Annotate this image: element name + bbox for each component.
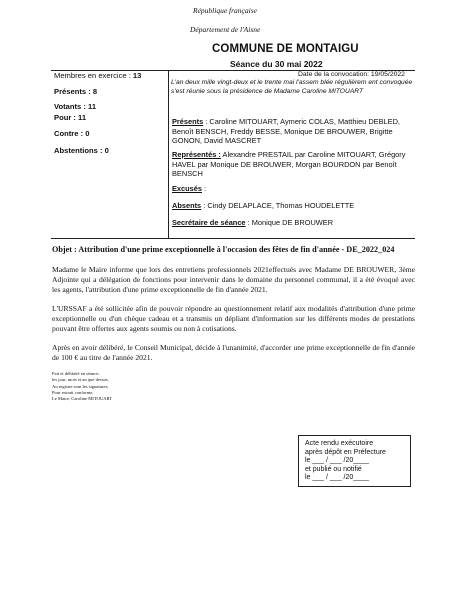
commune-title: COMMUNE DE MONTAIGU xyxy=(212,43,359,55)
pour-value: 11 xyxy=(78,113,87,122)
abstentions-count xyxy=(54,146,109,155)
paragraph-decision: Après en avoir délibéré, le Conseil Municipal, décide à l'unanimité, d'accorder une prime exceptionnelle de fin d'année de 100 € au titre de l'année 2021. xyxy=(52,343,415,362)
acte-line: après dépôt en Préfecture xyxy=(305,448,386,456)
abstentions-label: Abstentions : xyxy=(54,146,105,155)
presents-label: Présents : xyxy=(54,87,93,96)
departement-aisne: Département de l'Aisne xyxy=(190,25,261,34)
excuses-block xyxy=(172,184,415,194)
membres-value: 13 xyxy=(132,71,142,80)
seance-intro: L'an deux mille vingt-deux et le trente mai l'assem blée régulièrem ent convoquée s'est réunie sous la présidence de Madame Caroline MITOUART xyxy=(171,79,413,95)
votants-label: Votants : xyxy=(54,102,89,111)
seance-date: Séance du 30 mai 2022 xyxy=(230,59,323,69)
abstentions-value: 0 xyxy=(104,146,109,155)
table-vertical-rule xyxy=(168,70,169,238)
presents-heading: Présents xyxy=(172,117,204,126)
absents-block xyxy=(172,201,415,211)
votants-count xyxy=(54,102,96,111)
pour-label: Pour : xyxy=(54,113,79,122)
deliberation-objet: Objet : Attribution d'une prime exceptionnelle à l'occasion des fêtes de fin d'année - DE_2022_024 xyxy=(52,245,395,254)
pour-count xyxy=(54,113,86,122)
secretaire-block xyxy=(172,218,415,228)
representes-list: Alexandre PRESTAIL par Caroline MITOUART, Grégory HAVEL par Monique DE BROUWER, Morgan BOURDON par Benoît BENSCH xyxy=(172,150,406,179)
absents-list: : Cindy DELAPLACE, Thomas HOUDELETTE xyxy=(201,201,355,210)
contre-label: Contre : xyxy=(54,129,86,138)
acte-line: Acte rendu exécutoire xyxy=(305,440,374,447)
membres-en-exercice xyxy=(54,71,141,80)
representes-heading: Représentés : xyxy=(172,150,221,159)
membres-label: Membres en exercice : xyxy=(54,71,133,80)
signature-line: les jour, mois et an que dessus, xyxy=(52,377,109,383)
presents-list: : Caroline MITOUART, Aymeric COLAS, Matthieu DEBLED, Benoît BENSCH, Freddy BESSE, Monique DE BROUWER, Brigitte GONON, David MASCRET xyxy=(172,117,400,146)
excuses-list: : xyxy=(202,184,207,193)
signature-line: Au registre sont les signatures, xyxy=(52,383,109,389)
paragraph-urssaf: L'URSSAF a été sollicitée afin de pouvoir répondre au questionnement relatif aux modalités d'attribution d'une prime exceptionnelle ou d'un chèque cadeau et a transmis un dépliant d'information sur les différents modes de prestations pouvant être offertes aux agents soumis ou non à cotisations. xyxy=(52,304,415,333)
acte-line: le ___ / ___ /20____ xyxy=(305,457,369,465)
absents-heading: Absents xyxy=(172,201,202,210)
presents-count xyxy=(54,87,97,96)
acte-line: et publié ou notifié xyxy=(305,465,362,473)
representes-block xyxy=(172,150,415,179)
signature-line: Pour extrait conforme, xyxy=(52,389,94,395)
acte-executoire-box xyxy=(298,435,411,487)
excuses-heading: Excusés xyxy=(172,184,202,193)
convocation-date: Date de la convocation: 19/05/2022 xyxy=(298,71,405,78)
paragraph-entretiens: Madame le Maire informe que lors des entretiens professionnels 2021effectués avec Madame DE BROUWER, 3ème Adjointe qui a délégation de fonctions pour intervenir dans le domaine du personnel communal, il a été évoqué avec les agents, l'attribution d'une prime exceptionnelle de fin d'année 2021. xyxy=(52,265,415,294)
signature-line: Fait et délibéré en séance, xyxy=(52,371,100,376)
acte-line: le ___ / ___ /20____ xyxy=(305,474,369,482)
secretaire-name: : Monique DE BROUWER xyxy=(245,218,334,227)
contre-count xyxy=(54,129,89,138)
secretaire-heading: Secrétaire de séance xyxy=(172,218,246,227)
votants-value: 11 xyxy=(88,102,97,111)
presents-block xyxy=(172,117,415,146)
presents-value: 8 xyxy=(92,87,98,96)
signature-mentions xyxy=(52,371,112,402)
table-bottom-rule xyxy=(51,238,415,239)
signature-line: Le Maire, Caroline MITOUART xyxy=(52,396,113,402)
contre-value: 0 xyxy=(85,129,90,138)
republique-francaise: République française xyxy=(193,6,257,15)
